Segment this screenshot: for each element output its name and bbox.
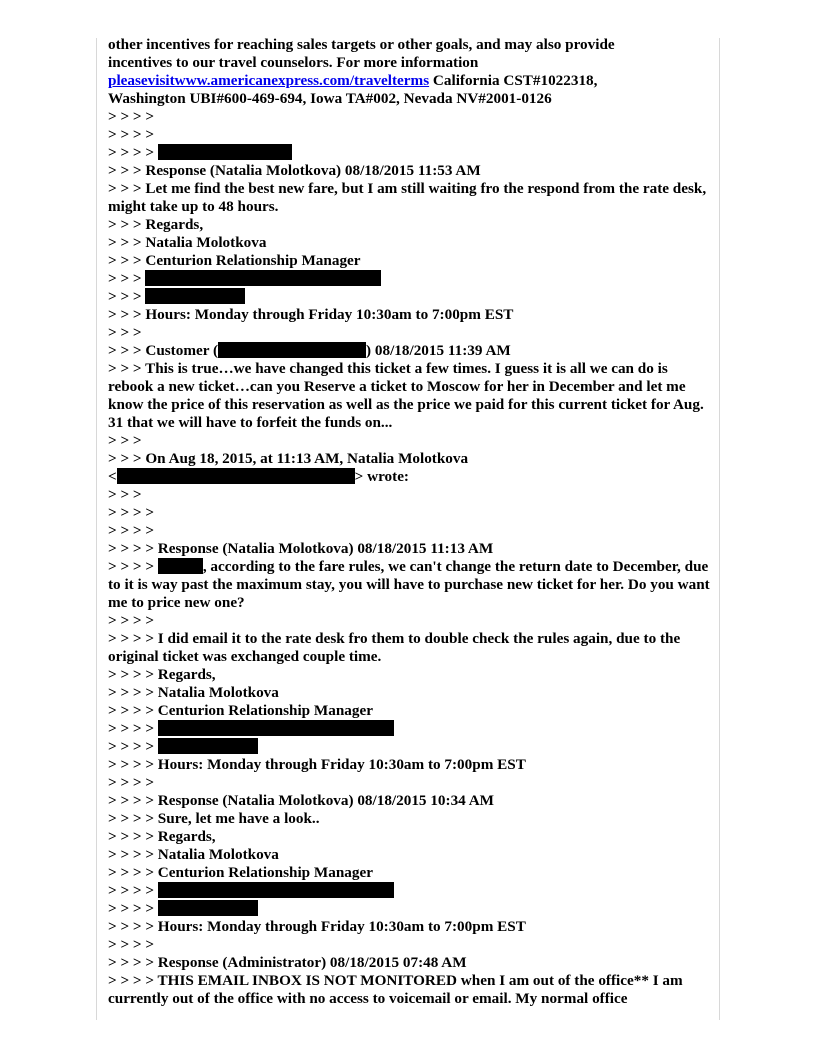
quote-line [108, 144, 716, 162]
redaction-box [117, 468, 355, 484]
quote-line: > > > > [108, 522, 155, 539]
quote-line: > > > > [108, 504, 155, 521]
signature-name: > > > > Natalia Molotkova [108, 684, 279, 701]
quote-line [108, 270, 716, 288]
intro-line: other incentives for reaching sales targets or other goals, and may also provide [108, 36, 615, 53]
redaction-box [145, 270, 381, 286]
response-body: > > > > THIS EMAIL INBOX IS NOT MONITORED when I am out of the office** I am currently out of the office with no access to voicemail or email. My normal office [108, 972, 683, 1007]
redaction-box [158, 720, 394, 736]
response-header: > > > > Response (Natalia Molotkova) 08/18/2015 11:13 AM [108, 540, 494, 557]
redaction-box [158, 558, 203, 574]
quote-marker: > > > > [108, 720, 158, 737]
page-margin-rule-left [96, 38, 97, 1020]
quote-marker: > > > [108, 270, 146, 287]
signature-title: > > > Centurion Relationship Manager [108, 252, 361, 269]
quote-line: > > > > [108, 774, 155, 791]
signature-hours: > > > > Hours: Monday through Friday 10:30am to 7:00pm EST [108, 756, 526, 773]
quote-marker: > > > > [108, 738, 158, 755]
email-thread [108, 36, 716, 1008]
signature-hours: > > > > Hours: Monday through Friday 10:30am to 7:00pm EST [108, 918, 526, 935]
signature-regards: > > > Regards, [108, 216, 204, 233]
signature-title: > > > > Centurion Relationship Manager [108, 864, 373, 881]
response-header: > > > > Response (Administrator) 08/18/2015 07:48 AM [108, 954, 467, 971]
intro-line: incentives to our travel counselors. For more information [108, 54, 479, 71]
redaction-box [218, 342, 366, 358]
customer-prefix: > > > Customer ( [108, 342, 219, 359]
quote-line [108, 720, 716, 738]
reply-attribution: > > > On Aug 18, 2015, at 11:13 AM, Natalia Molotkova [108, 450, 469, 467]
travel-terms-link[interactable]: pleasevisitwww.americanexpress.com/travelterms [108, 72, 430, 89]
quote-marker: > > > > [108, 900, 158, 917]
page-margin-rule-right [719, 38, 720, 1020]
customer-body: > > > This is true…we have changed this ticket a few times. I guess it is all we can do is rebook a new ticket…can you Reserve a ticket to Moscow for her in December and let me know the price of this reservation as well as the price we paid for this current ticket for Aug. 31 that we will have to forfeit the funds on... [108, 360, 704, 431]
quote-line: > > > [108, 324, 142, 341]
signature-name: > > > Natalia Molotkova [108, 234, 267, 251]
response-body-text: , according to the fare rules, we can't change the return date to December, due to it is way past the maximum stay, you will have to purchase new ticket for her. Do you want me to price new one? [108, 558, 710, 611]
quote-marker: > > > > [108, 558, 158, 575]
wrote-text: > wrote: [354, 468, 409, 485]
intro-line: Washington UBI#600-469-694, Iowa TA#002, Nevada NV#2001-0126 [108, 90, 552, 107]
customer-header [108, 342, 716, 360]
signature-regards: > > > > Regards, [108, 828, 216, 845]
quote-line [108, 288, 716, 306]
customer-timestamp: ) 08/18/2015 11:39 AM [366, 342, 511, 359]
signature-hours: > > > Hours: Monday through Friday 10:30am to 7:00pm EST [108, 306, 514, 323]
quote-line: > > > [108, 432, 142, 449]
license-text: California CST#1022318, [429, 72, 598, 89]
quote-marker: > > > > [108, 882, 158, 899]
signature-regards: > > > > Regards, [108, 666, 216, 683]
response-body: > > > Let me find the best new fare, but I am still waiting fro the respond from the rate desk, might take up to 48 hours. [108, 180, 707, 215]
response-body: > > > > Sure, let me have a look.. [108, 810, 320, 827]
signature-title: > > > > Centurion Relationship Manager [108, 702, 373, 719]
response-body: > > > > I did email it to the rate desk fro them to double check the rules again, due to the original ticket was exchanged couple time. [108, 630, 681, 665]
reply-attribution-email [108, 468, 716, 486]
quote-line: > > > > [108, 936, 155, 953]
redaction-box [158, 144, 292, 160]
response-body [108, 558, 716, 612]
quote-marker: > > > [108, 288, 146, 305]
redaction-box [158, 882, 394, 898]
quote-line [108, 900, 716, 918]
response-header: > > > Response (Natalia Molotkova) 08/18/2015 11:53 AM [108, 162, 481, 179]
quote-line: > > > > [108, 612, 155, 629]
intro-link-line [108, 72, 716, 90]
response-header: > > > > Response (Natalia Molotkova) 08/18/2015 10:34 AM [108, 792, 495, 809]
email-open-bracket: < [108, 468, 117, 485]
quote-line [108, 882, 716, 900]
quote-line: > > > [108, 486, 142, 503]
quote-line: > > > > [108, 126, 155, 143]
redaction-box [145, 288, 245, 304]
redaction-box [158, 738, 258, 754]
quote-line: > > > > [108, 108, 155, 125]
quote-line [108, 738, 716, 756]
quote-marker: > > > > [108, 144, 158, 161]
redaction-box [158, 900, 258, 916]
signature-name: > > > > Natalia Molotkova [108, 846, 279, 863]
